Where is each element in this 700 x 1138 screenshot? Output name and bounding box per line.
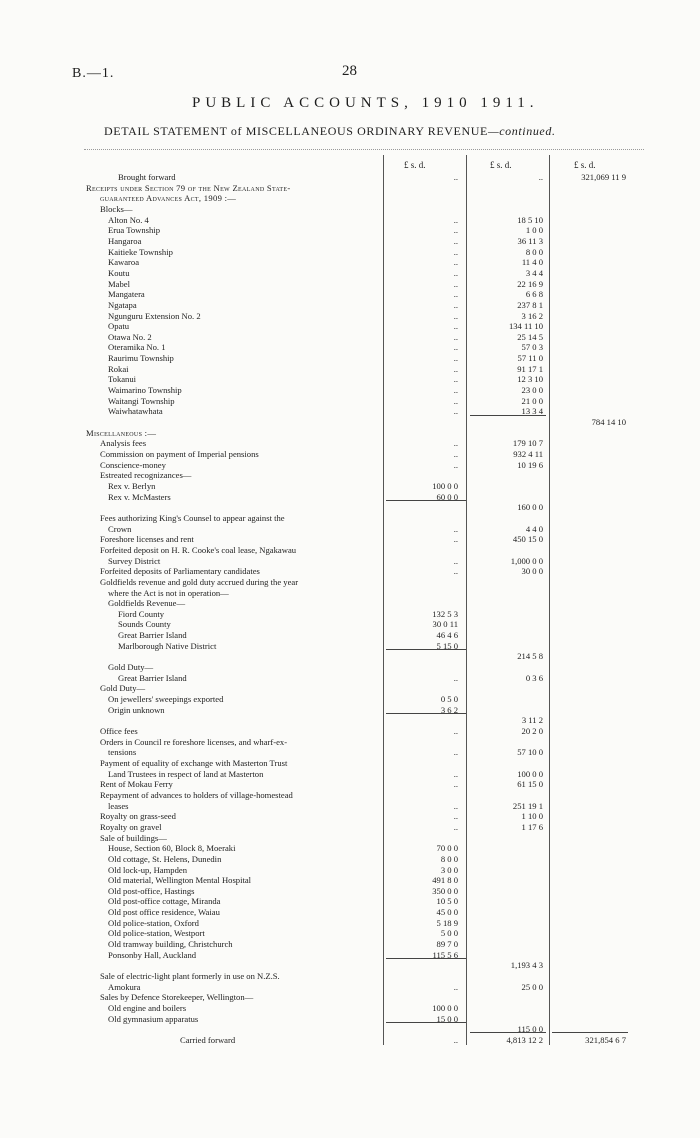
amount-c1: .. [453,556,458,566]
amount-c1: 46 4 6 [436,630,458,640]
row-label: Survey District [108,556,161,566]
table-row [0,333,640,341]
table-row [0,961,640,969]
row-label: Old tramway building, Christchurch [108,939,233,949]
amount-c2: 1,000 0 0 [510,556,543,566]
amount-c2: 450 15 0 [512,534,543,544]
amount-c2: 932 4 11 [513,449,543,459]
amount-c1: 45 0 0 [436,907,458,917]
row-label: Waimarino Township [108,385,182,395]
amount-c2: 1 17 6 [521,822,543,832]
subtotal-rule [386,649,466,650]
table-row [0,887,640,895]
table-row [0,855,640,863]
row-label: Opatu [108,321,130,331]
row-label: Rex v. Berlyn [108,481,156,491]
amount-c1: .. [453,779,458,789]
table-row [0,269,640,277]
header-rule [84,149,644,150]
column-2-left-rule [466,155,467,1045]
row-label: Old post office residence, Waiau [108,907,220,917]
amount-c2: 21 0 0 [521,396,543,406]
table-row [0,248,640,256]
table-row [0,802,640,810]
amount-c2: 0 3 6 [525,673,543,683]
row-label: Forfeited deposit on H. R. Cooke's coal lease, Ngakawau [100,545,297,555]
amount-c1: 100 0 0 [432,1003,458,1013]
row-label: Goldfields revenue and gold duty accrued during the year [100,577,299,587]
row-label: Otawa No. 2 [108,332,152,342]
row-label: Conscience-money [100,460,166,470]
table-row [0,1004,640,1012]
table-row [0,322,640,330]
amount-c2: 214 5 8 [517,651,543,661]
amount-c1: .. [453,982,458,992]
row-label: Hangaroa [108,236,142,246]
row-label: Ponsonby Hall, Auckland [108,950,197,960]
table-row [0,589,640,597]
amount-c1: 350 0 0 [432,886,458,896]
amount-c1: .. [453,215,458,225]
amount-c1: .. [453,247,458,257]
table-row [0,439,640,447]
amount-c1: .. [453,460,458,470]
amount-c2: 22 16 9 [517,279,543,289]
amount-c2: 179 10 7 [512,438,543,448]
row-label: Rex v. McMasters [108,492,171,502]
amount-c1: 100 0 0 [432,481,458,491]
table-row [0,205,640,213]
row-label: Analysis fees [100,438,147,448]
row-label: Gold Duty— [108,662,154,672]
amount-c1: .. [453,747,458,757]
amount-c2: 12 3 10 [517,374,543,384]
row-label: Alton No. 4 [108,215,149,225]
table-row [0,897,640,905]
amount-c1: .. [453,311,458,321]
amount-c2: 4,813 12 2 [506,1035,543,1045]
amount-c1: 5 15 0 [436,641,458,651]
amount-c2: 1 0 0 [525,225,543,235]
table-row [0,461,640,469]
amount-c1: 15 0 0 [436,1014,458,1024]
row-label: Old engine and boilers [108,1003,187,1013]
amount-c1: .. [453,332,458,342]
row-label: Commission on payment of Imperial pensions [100,449,259,459]
row-label: Estreated recognizances— [100,470,192,480]
table-row [0,620,640,628]
column-3-header: £ s. d. [574,160,596,170]
table-row [0,727,640,735]
amount-c1: 3 6 2 [440,705,458,715]
row-label: Old police-station, Westport [108,928,205,938]
row-label: Mabel [108,279,130,289]
row-label: Repayment of advances to holders of village-homestead [100,790,293,800]
amount-c1: .. [453,801,458,811]
row-label: Great Barrier Island [118,630,187,640]
table-row [0,908,640,916]
table-row [0,716,640,724]
amount-c2: 1,193 4 3 [510,960,543,970]
carried-forward-rule [470,1032,546,1033]
row-label: Office fees [100,726,138,736]
amount-c1: .. [453,374,458,384]
amount-c2: 18 5 10 [517,215,543,225]
subtitle-suffix: —continued. [487,124,556,138]
row-label: Koutu [108,268,130,278]
amount-c1: .. [453,342,458,352]
column-1-header: £ s. d. [404,160,426,170]
subtitle-text: DETAIL STATEMENT of MISCELLANEOUS ORDINARY REVENUE [104,124,488,138]
row-label: guaranteed Advances Act, 1909 :— [100,193,237,203]
table-row [0,812,640,820]
table-row [0,919,640,927]
amount-c2: 57 11 0 [517,353,543,363]
table-row [0,631,640,639]
row-label: Old police-station, Oxford [108,918,199,928]
table-row [0,610,640,618]
amount-c2: 3 4 4 [525,268,543,278]
amount-c1: .. [453,225,458,235]
table-row [0,578,640,586]
amount-c2: 3 16 2 [521,311,543,321]
row-label: Old lock-up, Hampden [108,865,187,875]
table-row [0,312,640,320]
page-subtitle [104,124,556,139]
amount-c1: .. [453,1035,458,1045]
table-row [0,493,640,501]
row-label: House, Section 60, Block 8, Moeraki [108,843,236,853]
table-row [0,993,640,1001]
row-label: leases [108,801,129,811]
table-row [0,695,640,703]
table-row [0,471,640,479]
table-row [0,866,640,874]
amount-c2: 30 0 0 [521,566,543,576]
amount-c1: .. [453,449,458,459]
amount-c2: 1 10 0 [521,811,543,821]
row-label: Fiord County [118,609,165,619]
table-row [0,503,640,511]
amount-c2: 57 10 0 [517,747,543,757]
table-row [0,290,640,298]
row-label: Marlborough Native District [118,641,217,651]
amount-c1: .. [453,534,458,544]
row-label: Royalty on gravel [100,822,162,832]
amount-c1: .. [453,811,458,821]
amount-c2: 100 0 0 [517,769,543,779]
table-row [0,748,640,756]
amount-c1: .. [453,524,458,534]
amount-c2: .. [538,172,543,182]
table-row [0,194,640,202]
table-row [0,237,640,245]
row-label: Fees authorizing King's Counsel to appear against the [100,513,285,523]
amount-c1: .. [453,321,458,331]
row-label: Oteramika No. 1 [108,342,166,352]
row-label: Payment of equality of exchange with Masterton Trust [100,758,288,768]
amount-c1: .. [453,566,458,576]
amount-c3: 784 14 10 [591,417,626,427]
amount-c1: 5 0 0 [440,928,458,938]
table-row [0,940,640,948]
row-label: Old cottage, St. Helens, Dunedin [108,854,222,864]
table-row [0,823,640,831]
amount-c1: .. [453,406,458,416]
table-row [0,684,640,692]
amount-c1: 70 0 0 [436,843,458,853]
table-row [0,1036,640,1044]
amount-c2: 11 4 0 [521,257,543,267]
row-label: Old material, Wellington Mental Hospital [108,875,252,885]
amount-c2: 91 17 1 [517,364,543,374]
amount-c1: .. [453,172,458,182]
table-row [0,450,640,458]
amount-c1: 10 5 0 [436,896,458,906]
amount-c1: 89 7 0 [436,939,458,949]
table-row [0,663,640,671]
amount-c2: 36 11 3 [517,236,543,246]
table-row [0,983,640,991]
row-label: Miscellaneous :— [86,428,157,438]
amount-c2: 10 19 6 [517,460,543,470]
row-label: Sale of buildings— [100,833,167,843]
amount-c1: .. [453,353,458,363]
amount-c1: 132 5 3 [432,609,458,619]
amount-c1: 3 0 0 [440,865,458,875]
amount-c2: 134 11 10 [508,321,543,331]
amount-c1: .. [453,673,458,683]
row-label: Amokura [108,982,141,992]
row-label: Kaitieke Township [108,247,173,257]
row-label: Origin unknown [108,705,165,715]
table-row [0,386,640,394]
amount-c1: 491 8 0 [432,875,458,885]
subtotal-rule [386,1022,466,1023]
row-label: Old gymnasium apparatus [108,1014,199,1024]
table-row [0,929,640,937]
row-label: Gold Duty— [100,683,146,693]
row-label: Raurimu Township [108,353,174,363]
amount-c2: 251 19 1 [512,801,543,811]
row-label: Royalty on grass-seed [100,811,176,821]
row-label: Rokai [108,364,129,374]
amount-c1: 60 0 0 [436,492,458,502]
amount-c1: .. [453,385,458,395]
table-row [0,226,640,234]
row-label: Foreshore licenses and rent [100,534,194,544]
row-label: Old post-office, Hastings [108,886,195,896]
amount-c2: 115 0 0 [517,1024,543,1034]
column-3-left-rule [549,155,550,1045]
page-title: PUBLIC ACCOUNTS, 1910 1911. [192,95,539,111]
table-row [0,706,640,714]
subtotal-rule [386,713,466,714]
subtotal-rule [386,500,466,501]
report-code: B.—1. [72,66,115,81]
amount-c3: 321,069 11 9 [581,172,626,182]
table-row [0,780,640,788]
table-row [0,343,640,351]
table-row [0,599,640,607]
amount-c2: 160 0 0 [517,502,543,512]
table-row [0,770,640,778]
row-label: Kawaroa [108,257,140,267]
amount-c1: .. [453,822,458,832]
page-number: 28 [342,63,357,79]
amount-c2: 23 0 0 [521,385,543,395]
amount-c1: .. [453,289,458,299]
carried-forward-rule [552,1032,628,1033]
row-label: Old post-office cottage, Miranda [108,896,221,906]
table-row [0,216,640,224]
table-row [0,354,640,362]
table-row [0,418,640,426]
table-row [0,791,640,799]
row-label: Sounds County [118,619,171,629]
amount-c2: 20 2 0 [521,726,543,736]
row-label: Waiwhatawhata [108,406,163,416]
column-1-left-rule [383,155,384,1045]
amount-c2: 6 6 8 [525,289,543,299]
table-row [0,834,640,842]
table-row [0,972,640,980]
row-label: Great Barrier Island [118,673,187,683]
amount-c1: .. [453,769,458,779]
row-label: Blocks— [100,204,133,214]
amount-c2: 13 3 4 [521,406,543,416]
column-2-header: £ s. d. [490,160,512,170]
row-label: where the Act is not in operation— [108,588,229,598]
table-row [0,525,640,533]
amount-c1: .. [453,268,458,278]
table-row [0,375,640,383]
amount-c1: 0 5 0 [440,694,458,704]
row-label: Ngunguru Extension No. 2 [108,311,201,321]
amount-c1: .. [453,364,458,374]
amount-c1: 115 5 6 [432,950,458,960]
table-row [0,482,640,490]
table-row [0,429,640,437]
table-row [0,397,640,405]
row-label: Receipts under Section 79 of the New Zealand State- [86,183,291,193]
amount-c2: 25 14 5 [517,332,543,342]
table-row [0,280,640,288]
amount-c2: 237 8 1 [517,300,543,310]
table-row [0,567,640,575]
row-label: Land Trustees in respect of land at Masterton [108,769,264,779]
table-row [0,876,640,884]
table-row [0,951,640,959]
amount-c2: 61 15 0 [517,779,543,789]
amount-c2: 4 4 0 [525,524,543,534]
amount-c1: .. [453,300,458,310]
amount-c2: 25 0 0 [521,982,543,992]
table-row [0,642,640,650]
amount-c2: 8 0 0 [525,247,543,257]
row-label: Sales by Defence Storekeeper, Wellington— [100,992,254,1002]
table-row [0,1015,640,1023]
row-label: Forfeited deposits of Parliamentary candidates [100,566,260,576]
amount-c1: .. [453,236,458,246]
row-label: Ngatapa [108,300,137,310]
row-label: Crown [108,524,132,534]
table-row [0,301,640,309]
subtotal-rule [386,958,466,959]
amount-c1: .. [453,726,458,736]
row-label: Mangatera [108,289,145,299]
amount-c1: .. [453,279,458,289]
table-row [0,258,640,266]
table-row [0,514,640,522]
table-row [0,407,640,415]
row-label: Erua Township [108,225,160,235]
row-label: Orders in Council re foreshore licenses, and wharf-ex- [100,737,288,747]
amount-c1: .. [453,396,458,406]
amount-c1: .. [453,257,458,267]
row-label: Sale of electric-light plant formerly in use on N.Z.S. [100,971,280,981]
row-label: Goldfields Revenue— [108,598,186,608]
table-row [0,535,640,543]
row-label: On jewellers' sweepings exported [108,694,224,704]
row-label: Brought forward [118,172,176,182]
row-label: Tokanui [108,374,137,384]
table-row [0,546,640,554]
table-row [0,844,640,852]
amount-c1: 5 18 9 [436,918,458,928]
amount-c1: .. [453,438,458,448]
table-row [0,759,640,767]
row-label: tensions [108,747,137,757]
table-row [0,738,640,746]
amount-c1: 8 0 0 [440,854,458,864]
table-row [0,674,640,682]
table-row [0,365,640,373]
amount-c3: 321,854 6 7 [585,1035,626,1045]
table-row [0,652,640,660]
table-row [0,184,640,192]
table-row [0,557,640,565]
row-label: Rent of Mokau Ferry [100,779,173,789]
amount-c2: 57 0 3 [521,342,543,352]
subtotal-rule [470,415,546,416]
row-label: Carried forward [180,1035,236,1045]
amount-c1: 30 0 11 [432,619,458,629]
table-row [0,173,640,181]
row-label: Waitangi Township [108,396,175,406]
amount-c2: 3 11 2 [521,715,543,725]
